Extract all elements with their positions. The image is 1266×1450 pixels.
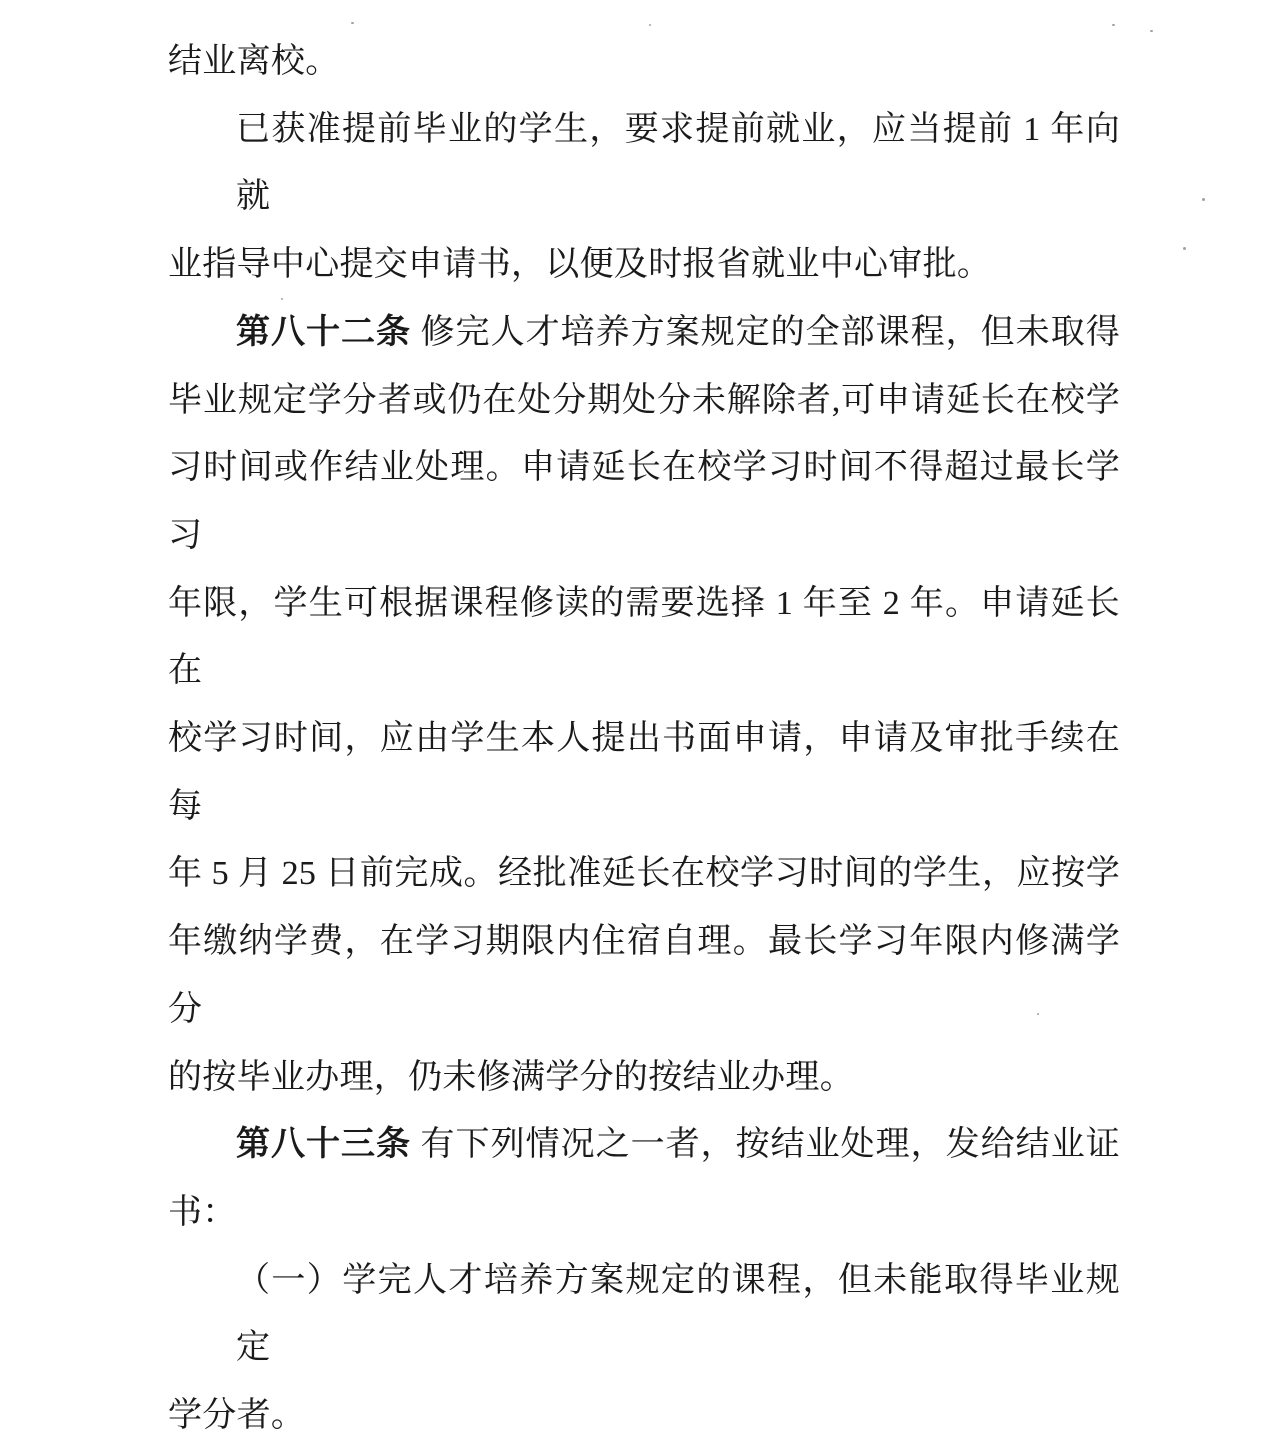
text-segment: 学分者。 [168,1397,306,1435]
text-segment: 结业离校。 [168,43,340,80]
text-segment: 业指导中心提交申请书，以便及时报省就业中心审批。 [168,246,992,284]
text-segment: 修完人才培养方案规定的全部课程，但未取得 [411,313,1120,351]
text-segment: 已获准提前毕业的学生，要求提前就业，应当提前 1 年向就 [236,110,1120,216]
text-line [168,1044,1120,1112]
text-line [168,1179,1120,1247]
text-line [168,840,1120,908]
text-line [168,367,1120,435]
text-segment: 校学习时间，应由学生本人提出书面申请，申请及审批手续在每 [168,720,1120,825]
scan-speck [1183,247,1186,250]
text-segment: 年限，学生可根据课程修读的需要选择 1 年至 2 年。申请延长在 [168,584,1120,690]
text-segment: 有下列情况之一者，按结业处理，发给结业证 [411,1126,1120,1164]
text-line [168,231,1120,299]
text-segment: 年缴纳学费，在学习期限内住宿自理。最长学习年限内修满学分 [168,923,1120,1028]
text-segment: 的按毕业办理，仍未修满学分的按结业办理。 [168,1058,854,1096]
text-line [168,908,1120,1043]
text-segment: （一）学完人才培养方案规定的课程，但未能取得毕业规定 [236,1261,1120,1367]
text-segment: 年 5 月 25 日前完成。经批准延长在校学习时间的学生，应按学 [168,855,1120,893]
text-line [168,96,1120,231]
text-segment: 书： [168,1193,237,1231]
text-line [168,570,1120,705]
article-number: 第八十二条 [236,313,412,351]
text-line [168,1247,1120,1382]
scan-speck [351,22,354,24]
scan-speck [281,298,283,300]
text-line [168,434,1120,569]
text-line [168,705,1120,840]
text-line [168,299,1120,367]
text-line [168,1382,1120,1450]
article-number: 第八十三条 [236,1126,412,1164]
scan-speck [1150,30,1153,32]
text-segment: 习时间或作结业处理。申请延长在校学习时间不得超过最长学习 [168,449,1120,554]
scan-speck [1037,1013,1039,1015]
scan-speck [649,24,651,26]
scan-speck [1112,24,1115,26]
text-segment: 毕业规定学分者或仍在处分期处分未解除者,可申请延长在校学 [168,381,1120,419]
text-line [168,28,1120,96]
scan-speck [1202,198,1205,201]
text-line [168,1111,1120,1179]
